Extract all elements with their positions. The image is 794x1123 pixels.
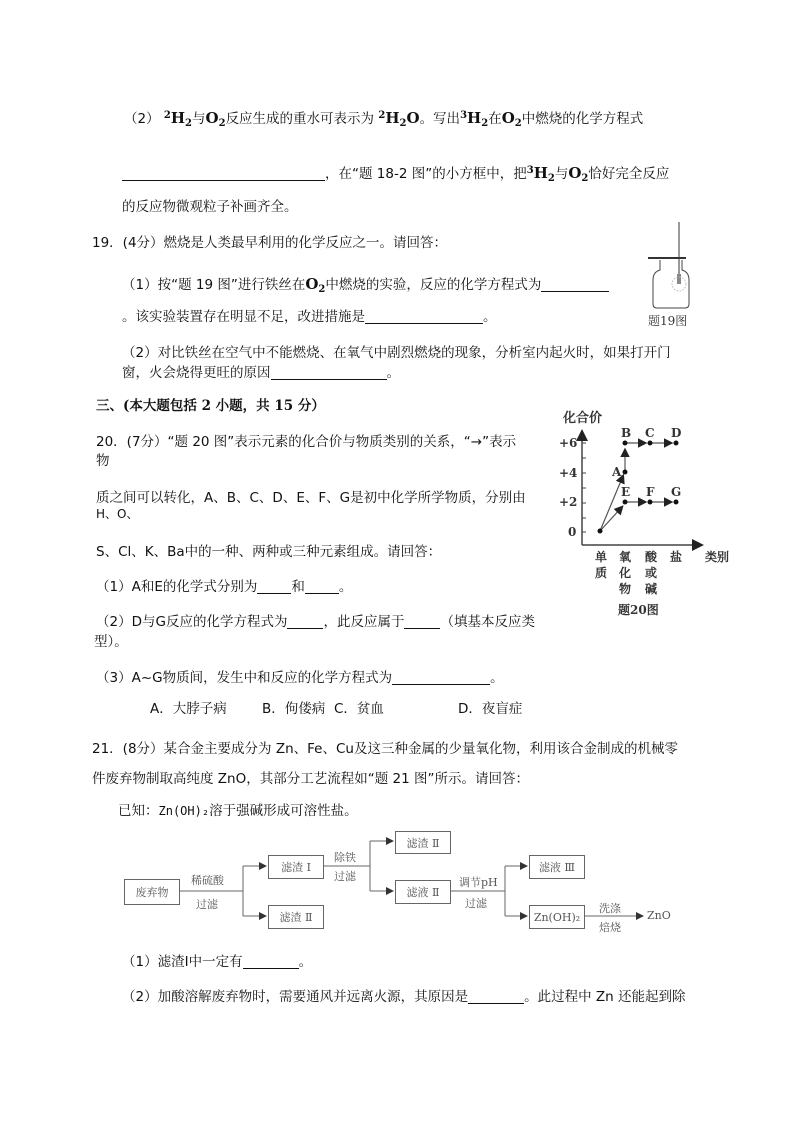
flow-label-filter-2: 过滤 (334, 870, 356, 883)
q20-p2-cont: 型）。 (94, 634, 128, 650)
formula-3h2: $^3H_2$ (526, 164, 555, 184)
flow-box-filtrate-2: 滤液 Ⅱ (395, 880, 451, 904)
svg-text:单: 单 (595, 550, 608, 564)
valence-category-chart (555, 400, 745, 625)
q20-option-a[interactable]: A．大脖子病 (150, 701, 227, 717)
flow-box-residue-2-upper: 滤渣 Ⅱ (395, 831, 451, 854)
formula-heavy-water: $^2H_2O$ (378, 109, 420, 129)
gas-jar-icon (640, 222, 710, 312)
svg-text:盐: 盐 (670, 550, 683, 564)
svg-text:题20图: 题20图 (618, 603, 659, 617)
q20-option-c[interactable]: C．贫血 (334, 701, 384, 717)
svg-text:碱: 碱 (645, 582, 658, 596)
svg-text:化: 化 (619, 566, 632, 580)
formula-o2: $O_2$ (501, 109, 522, 129)
q20-p1: （1）A和E的化学式分别为 和 。 (96, 579, 353, 595)
svg-text:或: 或 (645, 566, 658, 580)
q20-option-d[interactable]: D．夜盲症 (458, 701, 523, 717)
q19-p2-line2: 窗，火会烧得更旺的原因 。 (122, 365, 400, 381)
svg-text:+4: +4 (559, 466, 578, 480)
flow-label-filter: 过滤 (196, 898, 218, 911)
svg-text:A: A (612, 465, 622, 479)
formula-o2: $O_2$ (568, 164, 589, 184)
q20-p2: （2）D与G反应的化学方程式为 ，此反应属于 （填基本反应类 (96, 614, 535, 630)
formula-o2: $O_2$ (205, 109, 226, 129)
formula-o2: $O_2$ (305, 275, 326, 295)
answer-blank[interactable] (365, 309, 483, 324)
flow-box-residue-2-lower: 滤渣 Ⅱ (268, 905, 324, 929)
flow-box-znoh2: Zn(OH)₂ (529, 905, 585, 929)
svg-text:B: B (621, 426, 632, 440)
flow-label-remove-iron: 除铁 (334, 851, 356, 864)
answer-blank[interactable] (541, 277, 609, 292)
q20-line1: 20．(7分）“题 20 图”表示元素的化合价与物质类别的关系，“→”表示 (96, 434, 517, 450)
formula-3h2: $^3H_2$ (460, 109, 489, 129)
q18-p2-line1: （2） $^2H_2$与$O_2$反应生成的重水可表示为 $^2H_2O$。写出$^3H_2$在$O_2$中燃烧的化学方程式 (124, 109, 644, 129)
q20-p3: （3）A~G物质间，发生中和反应的化学方程式为 。 (96, 670, 504, 686)
answer-blank[interactable] (287, 614, 323, 629)
svg-text:0: 0 (568, 525, 577, 539)
q21-p1: （1）滤渣Ⅰ中一定有 。 (122, 954, 313, 970)
flow-label-adjust-ph: 调节pH (459, 876, 498, 889)
svg-text:D: D (671, 426, 682, 440)
svg-text:+6: +6 (559, 436, 578, 450)
answer-blank[interactable] (122, 166, 325, 181)
svg-text:质: 质 (595, 566, 608, 580)
answer-blank[interactable] (243, 954, 299, 969)
svg-text:E: E (621, 485, 631, 499)
answer-blank[interactable] (257, 579, 291, 594)
q20-line4: H、O、 (96, 507, 139, 521)
flow-product-zno: ZnO (647, 909, 671, 922)
answer-blank[interactable] (392, 670, 490, 685)
formula-2h2: $^2H_2$ (163, 109, 193, 129)
section-heading: 三、(本大题包括 2 小题，共 15 分） (96, 398, 325, 414)
svg-text:类别: 类别 (705, 550, 730, 564)
answer-blank[interactable] (404, 614, 440, 629)
q21-p2: （2）加酸溶解废弃物时，需要通风并远离火源，其原因是 。此过程中 Zn 还能起到除 (122, 989, 686, 1005)
svg-text:氧: 氧 (619, 550, 632, 564)
q20-option-b[interactable]: B．佝偻病 (262, 701, 326, 717)
flow-label-filter-3: 过滤 (465, 897, 487, 910)
q18-p2-line3: 的反应物微观粒子补画齐全。 (122, 199, 298, 215)
q19-p1-line2: 。该实验装置存在明显不足，改进措施是 。 (122, 309, 497, 325)
q21-line2: 件废弃物制取高纯度 ZnO，其部分工艺流程如“题 21 图”所示。请回答： (92, 771, 529, 787)
q19-p1-line1: （1）按“题 19 图”进行铁丝在$O_2$中燃烧的实验，反应的化学方程式为 (122, 273, 609, 295)
q20-chart (555, 400, 745, 625)
flow-label-acid: 稀硫酸 (191, 874, 224, 887)
svg-text:+2: +2 (559, 495, 578, 509)
answer-blank[interactable] (271, 365, 387, 380)
answer-blank[interactable] (468, 989, 524, 1004)
q21-known: 已知：Zn(OH)₂溶于强碱形成可溶性盐。 (118, 803, 358, 819)
q20-line2: 物 (96, 453, 110, 469)
svg-text:化合价: 化合价 (563, 411, 603, 426)
flow-label-roast: 焙烧 (599, 921, 621, 934)
q21-line1: 21．(8分）某合金主要成分为 Zn、Fe、Cu及这三种金属的少量氧化物，利用该合金制成的机械零 (92, 741, 678, 757)
svg-text:G: G (671, 485, 682, 499)
q19-title: 19．(4分）燃烧是人类最早利用的化学反应之一。请回答： (92, 235, 448, 251)
svg-text:物: 物 (619, 582, 632, 596)
q19-figure (640, 222, 710, 330)
flow-box-residue-1: 滤渣 Ⅰ (268, 855, 324, 879)
figure-caption: 题19图 (648, 314, 688, 328)
flow-box-filtrate-3: 滤液 Ⅲ (529, 855, 585, 879)
svg-text:酸: 酸 (645, 550, 658, 564)
flow-label-wash: 洗涤 (599, 902, 621, 915)
q18-p2-line2: ，在“题 18-2 图”的小方框中，把$^3H_2$与$O_2$恰好完全反应 (122, 162, 669, 184)
svg-text:C: C (645, 426, 655, 440)
flow-box-waste: 废弃物 (124, 879, 180, 905)
q20-line3: 质之间可以转化，A、B、C、D、E、F、G是初中化学所学物质，分别由 (96, 490, 526, 506)
svg-text:F: F (646, 485, 655, 499)
q20-line5: S、Cl、K、Ba中的一种、两种或三种元素组成。请回答： (96, 544, 442, 560)
answer-blank[interactable] (305, 579, 339, 594)
q19-p2-line1: （2）对比铁丝在空气中不能燃烧、在氧气中剧烈燃烧的现象，分析室内起火时，如果打开门 (122, 345, 671, 361)
